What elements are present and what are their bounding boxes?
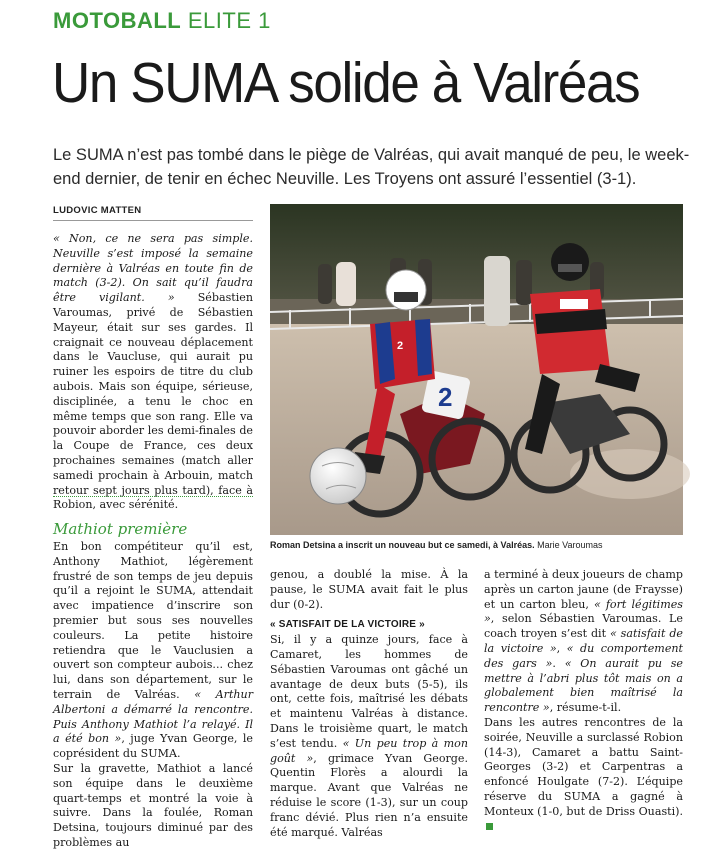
match-photo	[270, 204, 683, 535]
byline-rule	[53, 220, 253, 221]
column-2	[270, 568, 468, 840]
motoball-photo-illustration	[270, 204, 683, 535]
section-divider	[53, 496, 253, 497]
intro-text: Sébastien Varoumas, privé de Sébastien Mayeur, était sur ses gardes. Il craignait ce nouveau déplacement dans le Vaucluse, qui aurait pu ruiner les espoirs de titre du club aubois. Mais son équipe, sérieuse, disciplinée, a tenu le choc en même temps que son rang. Elle va pouvoir aborder les demi-finales de la Coupe de France, ces deux prochaines semaines (match aller samedi prochain à Arbouin, match retour sept jours plus tard), face à Robion, avec sérénité.	[53, 291, 253, 512]
pause-paragraph: genou, a doublé la mise. À la pause, le SUMA avait fait le plus dur (0-2).	[270, 568, 468, 611]
kicker	[53, 8, 271, 34]
intro-quote: « Non, ce ne sera pas simple. Neuville s’est imposé la semaine dernière à Valréas en toute fin de match (3-2). On sait qu’il faudra être vigilant. »	[53, 232, 253, 305]
camaret-paragraph: Si, il y a quinze jours, face à Camaret, les hommes de Sébastien Varoumas ont gâché un avantage de deux buts (5-5), ils ont, cette fois, maîtrisé les débats et maintenu Valréas à distance. Dans le troisième quart, le match s’est tendu. « Un peu trop à mon goût », grimace Yvan George. Quentin Florès a alourdi la marque. Avant que Valréas ne réduise le score (1-3), sur un coup franc dévié. Plus rien n’a ensuite été marqué. Valréas	[270, 633, 468, 839]
column-1	[53, 232, 253, 513]
caption-text: Roman Detsina a inscrit un nouveau but ce samedi, à Valréas.	[270, 540, 535, 550]
kicker-sport: MOTOBALL	[53, 8, 182, 33]
intro-paragraph	[53, 232, 253, 513]
rider-number: 2	[397, 340, 404, 352]
end-mark-icon	[486, 823, 493, 830]
photo-caption	[270, 540, 683, 550]
lede: Le SUMA n’est pas tombé dans le piège de Valréas, qui avait manqué de peu, le week-end dernier, de tenir en échec Neuville. Les Troyens ont assuré l’essentiel (3-1).	[53, 146, 690, 188]
kicker-league: ELITE 1	[187, 8, 271, 33]
intertitle: « SATISFAIT DE LA VICTOIRE »	[270, 619, 425, 631]
subhead: Mathiot première	[53, 520, 188, 538]
byline: LUDOVIC MATTEN	[53, 205, 142, 216]
gravette-paragraph: Sur la gravette, Mathiot a lancé son équipe dans le deuxième quart-temps et montré la voie à suivre. Dans la foulée, Roman Detsina, toujours diminué par des problèmes au	[53, 761, 253, 849]
bike-number: 2	[438, 382, 453, 412]
cards-paragraph: a terminé à deux joueurs de champ après un carton jaune (de Fraysse) et un carton bleu, « fort légitimes », selon Sébastien Varoumas. Le coach troyen s’est dit « satisfait de la victoire », « du comportement des gars ». « On aurait pu se mettre à l’abri plus tôt mais on a globalement bien maîtrisé la rencontre », résume-t-il.	[484, 568, 684, 715]
headline: Un SUMA solide à Valréas	[52, 51, 640, 115]
mathiot-paragraph: En bon compétiteur qu’il est, Anthony Mathiot, légèrement frustré de son temps de jeu depuis qu’il a rejoint le SUMA, attendait avec impatience d’inscrire son premier but sous ses nouvelles couleurs. La petite histoire retiendra que le Vauclusien a ouvert son compteur aubois... chez lui, dans son département, sur le terrain de Valréas. « Arthur Albertoni a démarré la rencontre. Puis Anthony Mathiot l’a relayé. Il a été bon », juge Yvan George, le coprésident du SUMA.	[53, 540, 254, 761]
albertoni-quote: « Arthur Albertoni a démarré la rencontre. Puis Anthony Mathiot l’a relayé. Il a été bon »	[53, 687, 253, 746]
column-3	[484, 568, 683, 834]
george-quote: « Un peu trop à mon goût »	[270, 736, 468, 765]
photo-credit: Marie Varoumas	[537, 540, 603, 550]
column-1-section	[53, 520, 253, 851]
results-paragraph: Dans les autres rencontres de la soirée, Neuville a surclassé Robion (14-3), Camaret a battu Saint-Georges (3-2) et Carpentras a enfoncé Houlgate (7-2). L’équipe réserve du SUMA a gagné à Monteux (1-0, but de Driss Ouasti).	[484, 716, 683, 834]
